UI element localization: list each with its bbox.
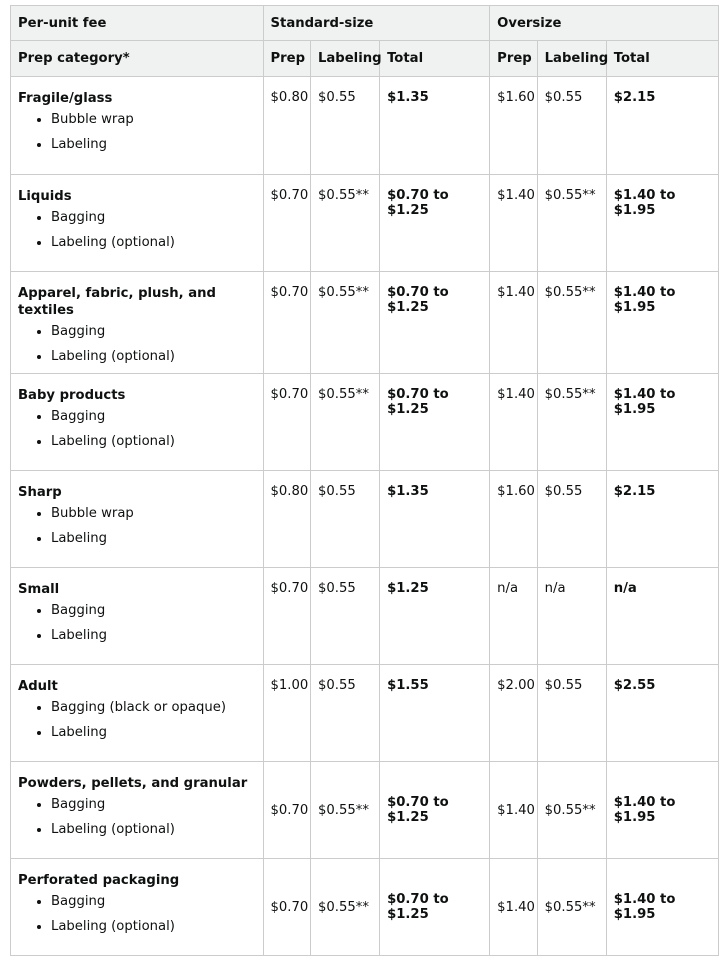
standard-labeling-cell: $0.55** xyxy=(311,272,380,374)
oversize-prep-cell: $1.40 xyxy=(490,859,537,956)
prep-list xyxy=(18,893,263,935)
oversize-labeling-cell: $0.55** xyxy=(537,374,606,471)
oversize-header: Oversize xyxy=(490,6,719,41)
category-cell xyxy=(11,374,264,471)
prep-list xyxy=(18,323,263,365)
category-name: Fragile/glass xyxy=(18,91,113,106)
standard-labeling-cell: $0.55** xyxy=(311,374,380,471)
standard-prep-cell: $0.70 xyxy=(263,762,310,859)
header-row-sub xyxy=(11,41,719,77)
standard-labeling-cell: $0.55** xyxy=(311,762,380,859)
list-item: • Labeling xyxy=(51,136,263,153)
standard-total-cell: $1.25 xyxy=(380,568,490,665)
per-unit-fee-header: Per-unit fee xyxy=(11,6,264,41)
list-item: • Bagging xyxy=(51,209,263,226)
category-cell xyxy=(11,665,264,762)
oversize-labeling-cell: $0.55** xyxy=(537,859,606,956)
standard-prep-cell: $1.00 xyxy=(263,665,310,762)
category-cell xyxy=(11,762,264,859)
standard-prep-cell: $0.70 xyxy=(263,568,310,665)
category-cell xyxy=(11,175,264,272)
prep-fee-table xyxy=(10,5,719,956)
list-item: • Bagging xyxy=(51,408,263,425)
oversize-labeling-cell: n/a xyxy=(537,568,606,665)
table-row xyxy=(11,77,719,175)
oversize-prep-cell: $1.40 xyxy=(490,762,537,859)
oversize-labeling-cell: $0.55** xyxy=(537,175,606,272)
category-name: Liquids xyxy=(18,189,72,204)
oversize-total-cell: n/a xyxy=(606,568,718,665)
oversize-prep-cell: $1.60 xyxy=(490,77,537,175)
prep-list xyxy=(18,602,263,644)
prep-list xyxy=(18,699,263,741)
category-name: Sharp xyxy=(18,485,62,500)
list-item: • Bagging (black or opaque) xyxy=(51,699,263,716)
oversize-labeling-cell: $0.55 xyxy=(537,77,606,175)
list-item: • Bubble wrap xyxy=(51,111,263,128)
table-row xyxy=(11,175,719,272)
standard-size-header: Standard-size xyxy=(263,6,490,41)
prep-list xyxy=(18,408,263,450)
category-cell xyxy=(11,471,264,568)
table-row xyxy=(11,859,719,956)
standard-labeling-cell: $0.55 xyxy=(311,568,380,665)
table-row xyxy=(11,568,719,665)
standard-prep-cell: $0.70 xyxy=(263,175,310,272)
list-item: • Bagging xyxy=(51,893,263,910)
standard-labeling-cell: $0.55 xyxy=(311,77,380,175)
list-item: • Labeling xyxy=(51,724,263,741)
oversize-total-header: Total xyxy=(606,41,718,77)
standard-total-cell: $0.70 to $1.25 xyxy=(380,374,490,471)
oversize-prep-cell: $1.40 xyxy=(490,175,537,272)
standard-total-cell: $0.70 to $1.25 xyxy=(380,272,490,374)
standard-total-cell: $1.55 xyxy=(380,665,490,762)
oversize-prep-cell: $2.00 xyxy=(490,665,537,762)
oversize-total-cell: $1.40 to $1.95 xyxy=(606,859,718,956)
standard-prep-cell: $0.80 xyxy=(263,471,310,568)
oversize-prep-cell: $1.40 xyxy=(490,272,537,374)
standard-prep-cell: $0.70 xyxy=(263,859,310,956)
category-cell xyxy=(11,77,264,175)
standard-total-cell: $1.35 xyxy=(380,77,490,175)
standard-prep-header: Prep xyxy=(263,41,310,77)
prep-list xyxy=(18,111,263,153)
oversize-labeling-cell: $0.55 xyxy=(537,665,606,762)
oversize-labeling-cell: $0.55 xyxy=(537,471,606,568)
standard-total-cell: $0.70 to $1.25 xyxy=(380,175,490,272)
list-item: • Labeling (optional) xyxy=(51,821,263,838)
standard-total-cell: $0.70 to $1.25 xyxy=(380,859,490,956)
table-row xyxy=(11,665,719,762)
category-name: Baby products xyxy=(18,388,126,403)
standard-labeling-cell: $0.55** xyxy=(311,175,380,272)
list-item: • Labeling (optional) xyxy=(51,234,263,251)
oversize-total-cell: $1.40 to $1.95 xyxy=(606,374,718,471)
list-item: • Labeling (optional) xyxy=(51,433,263,450)
list-item: • Bubble wrap xyxy=(51,505,263,522)
header-row-top xyxy=(11,6,719,41)
list-item: • Bagging xyxy=(51,323,263,340)
category-name: Apparel, fabric, plush, and textiles xyxy=(18,286,216,318)
list-item: • Labeling xyxy=(51,530,263,547)
standard-labeling-cell: $0.55 xyxy=(311,471,380,568)
oversize-total-cell: $1.40 to $1.95 xyxy=(606,762,718,859)
oversize-prep-cell: $1.60 xyxy=(490,471,537,568)
standard-total-cell: $0.70 to $1.25 xyxy=(380,762,490,859)
standard-prep-cell: $0.70 xyxy=(263,272,310,374)
standard-prep-cell: $0.80 xyxy=(263,77,310,175)
list-item: • Bagging xyxy=(51,602,263,619)
category-cell xyxy=(11,859,264,956)
oversize-total-cell: $1.40 to $1.95 xyxy=(606,175,718,272)
oversize-prep-cell: n/a xyxy=(490,568,537,665)
standard-prep-cell: $0.70 xyxy=(263,374,310,471)
prep-list xyxy=(18,505,263,547)
list-item: • Labeling (optional) xyxy=(51,918,263,935)
oversize-labeling-cell: $0.55** xyxy=(537,762,606,859)
oversize-total-cell: $2.55 xyxy=(606,665,718,762)
list-item: • Labeling (optional) xyxy=(51,348,263,365)
prep-list xyxy=(18,209,263,251)
table-row xyxy=(11,374,719,471)
standard-labeling-header: Labeling xyxy=(311,41,380,77)
table-row xyxy=(11,471,719,568)
category-name: Small xyxy=(18,582,60,597)
oversize-labeling-cell: $0.55** xyxy=(537,272,606,374)
standard-labeling-cell: $0.55 xyxy=(311,665,380,762)
category-cell xyxy=(11,272,264,374)
prep-list xyxy=(18,796,263,838)
list-item: • Bagging xyxy=(51,796,263,813)
table-row xyxy=(11,272,719,374)
oversize-prep-header: Prep xyxy=(490,41,537,77)
standard-total-header: Total xyxy=(380,41,490,77)
standard-total-cell: $1.35 xyxy=(380,471,490,568)
standard-labeling-cell: $0.55** xyxy=(311,859,380,956)
oversize-labeling-header: Labeling xyxy=(537,41,606,77)
oversize-prep-cell: $1.40 xyxy=(490,374,537,471)
table-row xyxy=(11,762,719,859)
oversize-total-cell: $2.15 xyxy=(606,471,718,568)
list-item: • Labeling xyxy=(51,627,263,644)
category-name: Adult xyxy=(18,679,58,694)
oversize-total-cell: $2.15 xyxy=(606,77,718,175)
category-cell xyxy=(11,568,264,665)
category-name: Perforated packaging xyxy=(18,873,180,888)
category-name: Powders, pellets, and granular xyxy=(18,776,248,791)
prep-category-header: Prep category* xyxy=(11,41,264,77)
oversize-total-cell: $1.40 to $1.95 xyxy=(606,272,718,374)
